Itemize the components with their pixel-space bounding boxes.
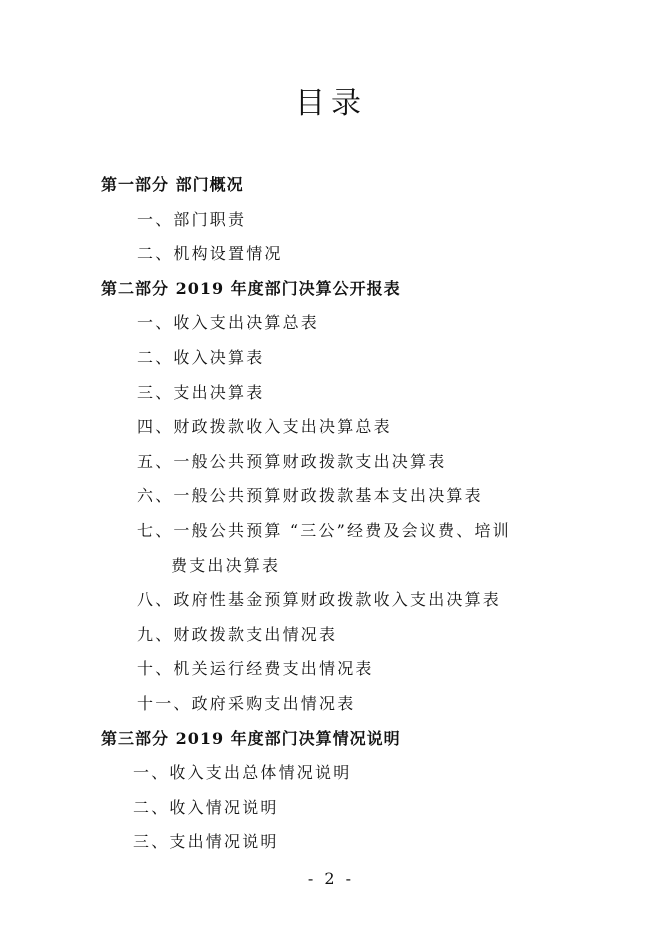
section-heading-2: 第二部分 2019 年度部门决算公开报表 [101,278,401,298]
page-title: 目录 [295,86,367,121]
table-of-contents [0,168,662,860]
toc-item: 十一、政府采购支出情况表 [137,693,356,713]
toc-item: 三、支出情况说明 [133,832,279,852]
toc-item: 七、一般公共预算 “三公”经费及会议费、培训 [137,520,511,540]
toc-item: 二、收入决算表 [137,347,265,367]
toc-item: 一、部门职责 [137,209,247,229]
toc-item: 六、一般公共预算财政拨款基本支出决算表 [137,486,483,506]
section-heading-1: 第一部分 部门概况 [101,175,244,194]
toc-item-continuation: 费支出决算表 [171,555,281,575]
page-number: - 2 - [307,869,355,888]
toc-item: 二、收入情况说明 [133,797,279,817]
toc-item: 九、财政拨款支出情况表 [137,624,338,644]
toc-item: 十、机关运行经费支出情况表 [137,659,374,679]
toc-item: 八、政府性基金预算财政拨款收入支出决算表 [137,590,502,610]
toc-item: 二、机构设置情况 [137,244,283,264]
toc-item: 三、支出决算表 [137,382,265,402]
toc-item: 四、财政拨款收入支出决算总表 [137,417,392,437]
toc-item: 一、收入支出总体情况说明 [133,763,352,783]
toc-item: 一、收入支出决算总表 [137,313,320,333]
toc-item: 五、一般公共预算财政拨款支出决算表 [137,451,447,471]
section-heading-3: 第三部分 2019 年度部门决算情况说明 [101,728,401,748]
